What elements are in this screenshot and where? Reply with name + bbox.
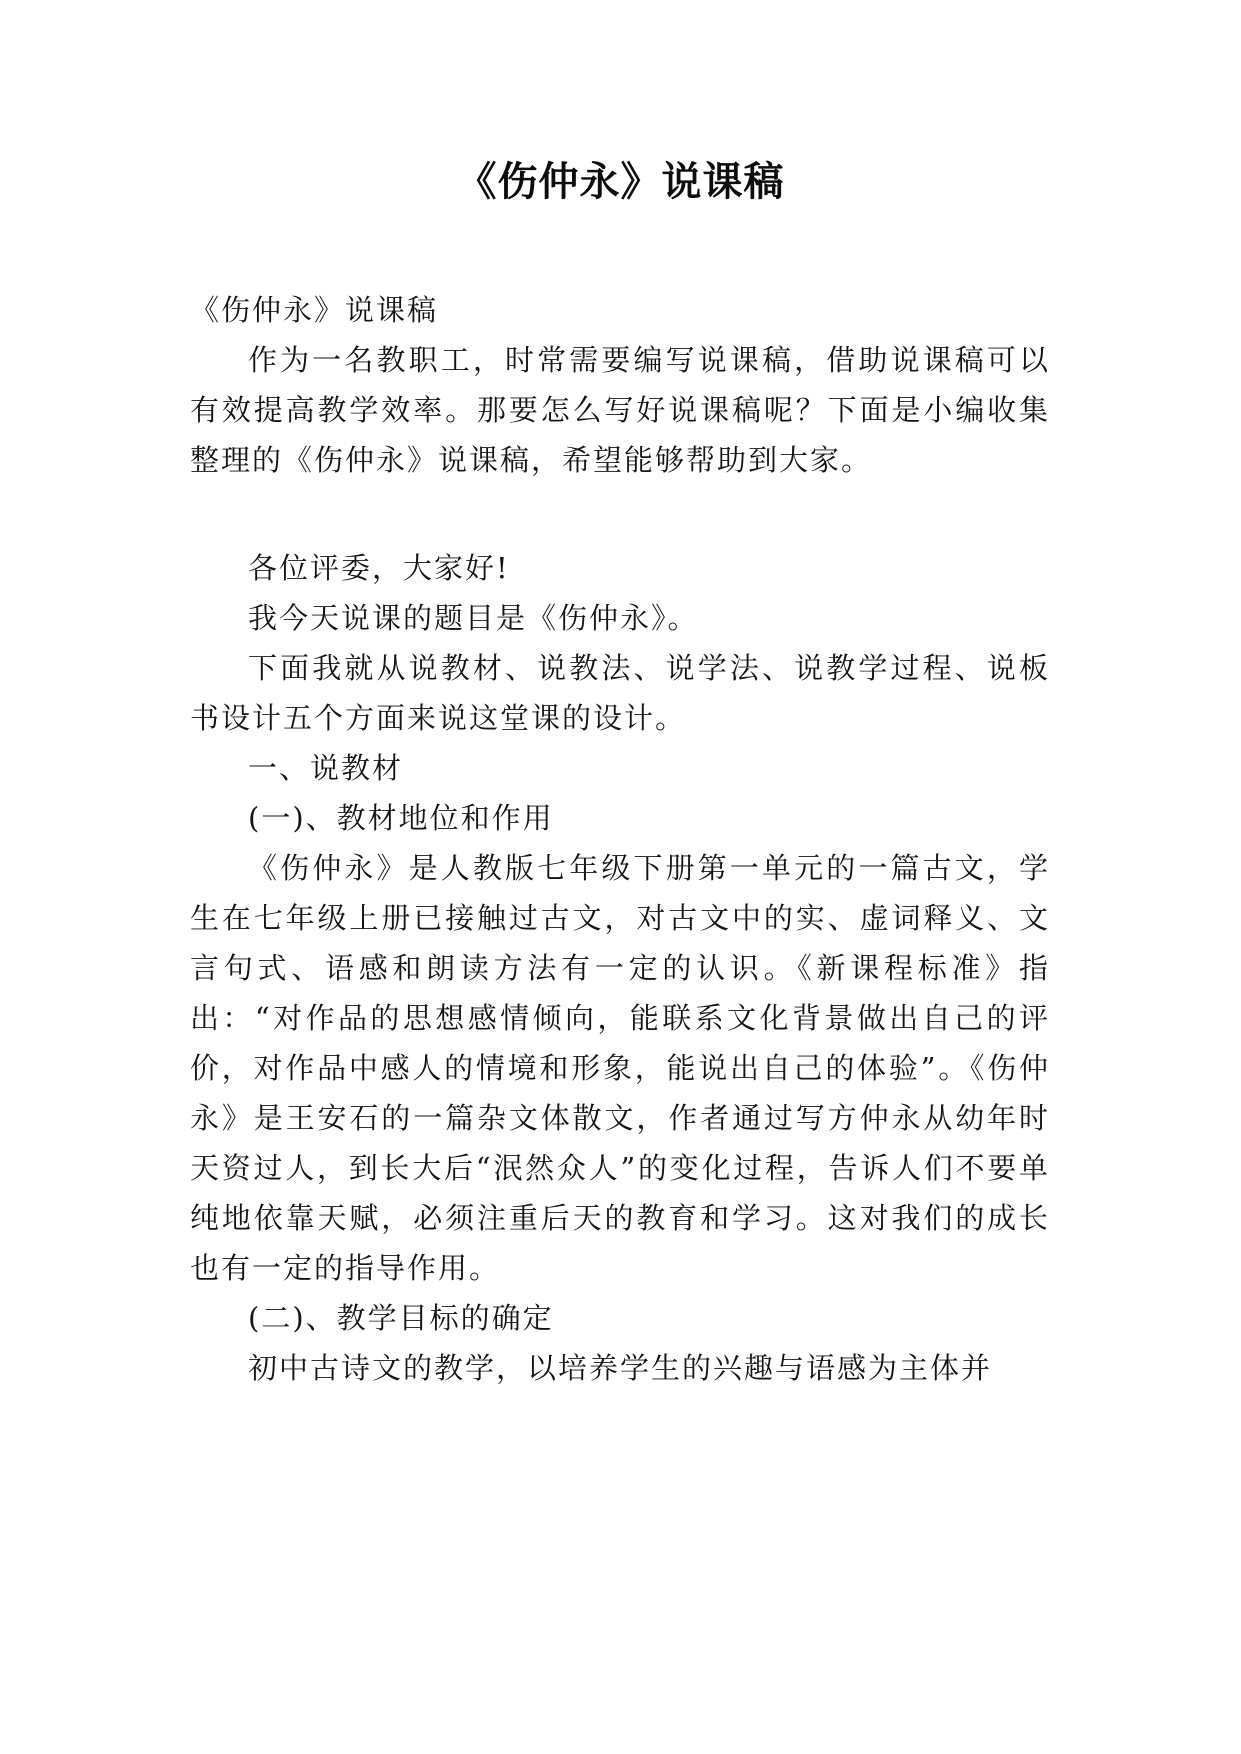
intro-paragraph: 作为一名教职工，时常需要编写说课稿，借助说课稿可以有效提高教学效率。那要怎么写好说课稿呢？下面是小编收集整理的《伤仲永》说课稿，希望能够帮助到大家。	[190, 343, 1050, 477]
goals-paragraph: 初中古诗文的教学，以培养学生的兴趣与语感为主体并	[248, 1351, 993, 1385]
subsection-heading: (一)、教材地位和作用	[248, 801, 554, 835]
topic-paragraph: 我今天说课的题目是《伤仲永》。	[248, 601, 699, 635]
subsection-heading: (二)、教学目标的确定	[248, 1301, 554, 1335]
outline-paragraph: 下面我就从说教材、说教法、说学法、说教学过程、说板书设计五个方面来说这堂课的设计。	[190, 651, 1050, 735]
greeting-paragraph: 各位评委，大家好!	[248, 551, 510, 585]
document-body	[190, 285, 1050, 1393]
subtitle-paragraph: 《伤仲永》说课稿	[190, 293, 439, 327]
section-heading: 一、说教材	[248, 751, 404, 785]
document-title: 《伤仲永》说课稿	[456, 158, 785, 205]
material-paragraph: 《伤仲永》是人教版七年级下册第一单元的一篇古文，学生在七年级上册已接触过古文，对古文中的实、虚词释义、文言句式、语感和朗读方法有一定的认识。《新课程标准》指出：“对作品的思想感情倾向，能联系文化背景做出自己的评价，对作品中感人的情境和形象，能说出自己的体验”。《伤仲永》是王安石的一篇杂文体散文，作者通过写方仲永从幼年时天资过人，到长大后“泯然众人”的变化过程，告诉人们不要单纯地依靠天赋，必须注重后天的教育和学习。这对我们的成长也有一定的指导作用。	[190, 851, 1050, 1285]
